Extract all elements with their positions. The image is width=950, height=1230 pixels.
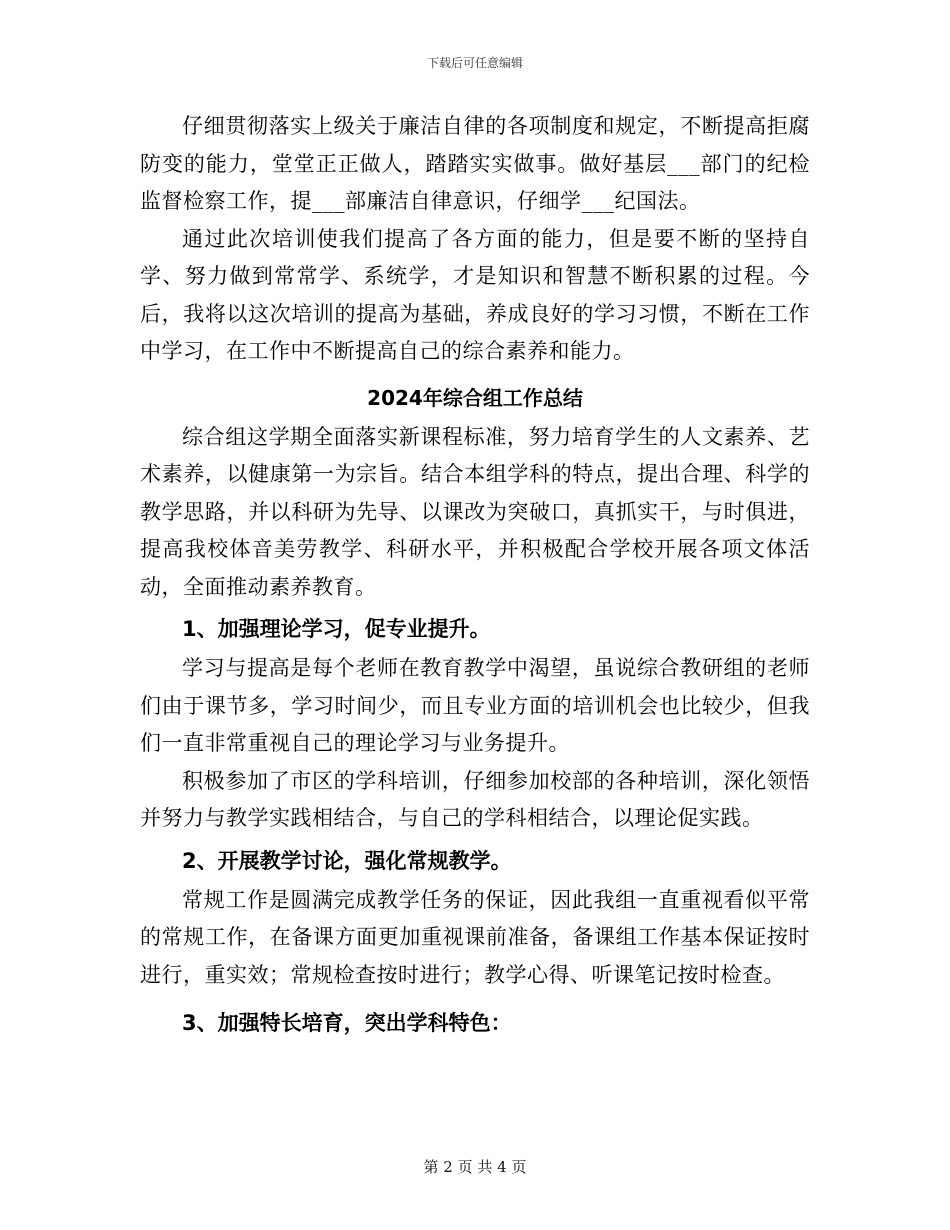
body-paragraph: 常规工作是圆满完成教学任务的保证，因此我组一直重视看似平常的常规工作，在备课方面更加重视课前准备，备课组工作基本保证按时进行，重实效；常规检查按时进行；教学心得、听课笔记按时检查。 xyxy=(140,887,810,987)
page-footer-page-number: 第 2 页 共 4 页 xyxy=(423,1158,527,1176)
document-body xyxy=(140,108,810,1044)
section-title: 2024年综合组工作总结 xyxy=(367,385,583,410)
subsection-heading-1: 1、加强理论学习，促专业提升。 xyxy=(182,617,491,641)
section-intro-paragraph: 综合组这学期全面落实新课程标准，努力培育学生的人文素养、艺术素养，以健康第一为宗旨。结合本组学科的特点，提出合理、科学的教学思路，并以科研为先导、以课改为突破口，真抓实干，与时俱进，提高我校体音美劳教学、科研水平，并积极配合学校开展各项文体活动，全面推动素养教育。 xyxy=(140,424,810,599)
page-header-note: 下载后可任意编辑 xyxy=(426,56,523,70)
body-paragraph: 仔细贯彻落实上级关于廉洁自律的各项制度和规定，不断提高拒腐防变的能力，堂堂正正做人，踏踏实实做事。做好基层___部门的纪检监督检察工作，提___部廉洁自律意识，仔细学___纪国法。 xyxy=(140,114,810,213)
body-paragraph: 通过此次培训使我们提高了各方面的能力，但是要不断的坚持自学、努力做到常常学、系统学，才是知识和智慧不断积累的过程。今后，我将以这次培训的提高为基础，养成良好的学习习惯，不断在工作中学习，在工作中不断提高自己的综合素养和能力。 xyxy=(140,226,810,363)
subsection-heading-2: 2、开展教学讨论，强化常规教学。 xyxy=(182,848,512,873)
body-paragraph: 学习与提高是每个老师在教育教学中渴望，虽说综合教研组的老师们由于课节多，学习时间少，而且专业方面的培训机会也比较少，但我们一直非常重视自己的理论学习与业务提升。 xyxy=(140,656,810,755)
body-paragraph: 积极参加了市区的学科培训，仔细参加校部的各种培训，深化领悟并努力与教学实践相结合，与自己的学科相结合，以理论促实践。 xyxy=(140,768,810,830)
subsection-heading-3: 3、加强特长培育，突出学科特色： xyxy=(182,1011,512,1035)
